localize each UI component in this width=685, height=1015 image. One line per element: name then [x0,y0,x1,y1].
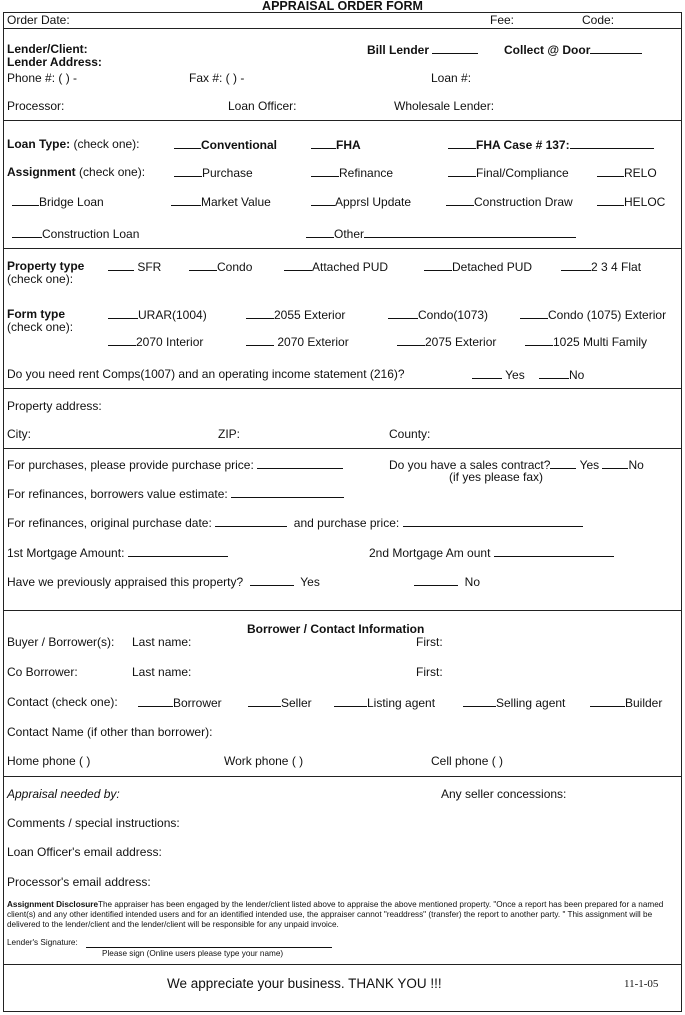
sfr-option[interactable] [108,259,161,274]
fee-label: Fee: [490,13,515,27]
fha-option[interactable] [311,137,361,152]
rent-comps-no-text: No [569,368,585,382]
purchase-price-field [7,457,343,472]
ext2075-text: 2075 Exterior [425,335,497,349]
previous-yes-text: Yes [300,575,320,589]
market-value-blank[interactable] [171,194,201,206]
bridge-loan-text: Bridge Loan [39,195,104,209]
appraisal-needed-label: Appraisal needed by: [7,787,120,801]
assignment-disclosure [7,900,680,930]
fha-blank[interactable] [311,137,336,149]
at-door-text: @ Door [547,43,591,57]
conventional-text: Conventional [201,138,278,152]
purchase-price-label: For purchases, please provide purchase price: [7,458,254,472]
and-price-label: and purchase price: [293,516,400,530]
city-label: City: [7,427,31,441]
second-mortgage-label: 2nd Mortgage Am ount [369,546,491,560]
condo1073-blank[interactable] [388,307,418,319]
fha-case-pre-blank[interactable] [448,137,476,149]
processor-email-label: Processor's email address: [7,875,151,889]
divider [4,776,681,777]
contact-borrower-blank[interactable] [138,695,173,707]
refi-date-field [7,515,583,530]
home-phone-label: Home phone ( ) [7,754,91,768]
ext2055-option[interactable] [246,307,345,322]
fha-case-field [448,137,654,152]
divider [4,248,681,249]
loan-type-check-one: (check one): [73,137,140,151]
fax-note: (if yes please fax) [449,470,544,484]
first-mortgage-field [7,545,228,560]
lender-address-label: Lender Address: [7,55,102,69]
loan-officer-label: Loan Officer: [228,99,297,113]
cell-phone-label: Cell phone ( ) [431,754,504,768]
processor-label: Processor: [7,99,65,113]
property-type-check-one: (check one): [7,272,74,286]
relo-option[interactable] [597,165,657,180]
construction-loan-blank[interactable] [12,226,42,238]
divider [4,448,681,449]
construction-loan-text: Construction Loan [42,227,140,241]
conventional-blank[interactable] [174,137,201,149]
county-label: County: [389,427,431,441]
construction-loan-option[interactable] [12,226,139,241]
loan-number-label: Loan #: [431,71,472,85]
contact-borrower-option[interactable] [138,695,222,710]
second-mortgage-blank[interactable] [494,545,614,557]
market-value-text: Market Value [201,195,271,209]
contact-listing-option[interactable] [334,695,435,710]
purchase-option[interactable] [174,165,253,180]
fha-case-blank[interactable] [570,137,654,149]
appraisal-update-text: Apprsl Update [335,195,412,209]
assignment-label: Assignment [7,165,76,179]
contact-label: Contact (check one): [7,695,118,709]
rent-comps-yes-text: Yes [505,368,525,382]
seller-concessions-label: Any seller concessions: [441,787,567,801]
multi1025-blank[interactable] [525,334,553,346]
final-compliance-option[interactable] [448,165,569,180]
flat-blank[interactable] [561,259,591,271]
heloc-option[interactable] [597,194,665,209]
divider [4,964,681,965]
lender-client-label: Lender/Client: [7,42,88,56]
conventional-option[interactable] [174,137,277,152]
contact-selling-text: Selling agent [496,696,566,710]
lender-signature-label: Lender's Signature: [7,938,78,947]
int2070-option[interactable] [108,334,203,349]
collect-text: Collect [504,43,545,57]
detached-pud-blank[interactable] [424,259,452,271]
sales-contract-yes-text: Yes [579,458,600,472]
ext2075-blank[interactable] [397,334,425,346]
detached-pud-option[interactable] [424,259,532,274]
fax-label: Fax #: ( ) - [189,71,245,85]
disclosure-text: The appraiser has been engaged by the lender/client listed above to appraise the above mentioned property. "Once a report has been prepared for a named client(s) and any other identified intended users and for an identified intended use, the appraiser cannot "readdress" (transfer) the report to another party. " This assignment will be delivered to the lender/client and the lender/client will be responsible for any unpaid invoice. [7,900,664,929]
ext2070-blank[interactable] [246,334,274,346]
wholesale-lender-label: Wholesale Lender: [394,99,495,113]
and-price-blank[interactable] [403,515,583,527]
assignment-check-one: (check one): [79,165,146,179]
rent-comps-yes-blank[interactable] [472,367,502,379]
urar-blank[interactable] [108,307,138,319]
urar-text: URAR(1004) [138,308,207,322]
flat-option[interactable] [561,259,641,274]
relo-text: RELO [624,166,657,180]
purchase-price-blank[interactable] [257,457,343,469]
condo1073-option[interactable] [388,307,488,322]
ext2055-text: 2055 Exterior [274,308,346,322]
appraisal-order-form [3,12,682,1012]
condo1073-text: Condo(1073) [418,308,489,322]
form-type-check-one: (check one): [7,320,74,334]
borrower-heading: Borrower / Contact Information [247,622,425,636]
collect-blank[interactable] [590,42,642,54]
refi-date-blank[interactable] [215,515,287,527]
work-phone-label: Work phone ( ) [224,754,304,768]
ext2075-option[interactable] [397,334,496,349]
phone-label: Phone #: ( ) - [7,71,78,85]
loan-type-row [7,137,140,151]
int2070-text: 2070 Interior [136,335,204,349]
first-mortgage-label: 1st Mortgage Amount: [7,546,125,560]
construction-draw-text: Construction Draw [474,195,573,209]
final-compliance-text: Final/Compliance [476,166,569,180]
detached-pud-text: Detached PUD [452,260,533,274]
bill-lender-text: Bill Lender [367,43,430,57]
previous-appraisal-field [7,574,320,589]
code-label: Code: [582,13,615,27]
co-first-label: First: [416,665,443,679]
attached-pud-blank[interactable] [284,259,312,271]
market-value-option[interactable] [171,194,271,209]
condo1075-option[interactable] [520,307,666,322]
sales-contract-label: Do you have a sales contract? [389,458,551,472]
contact-selling-option[interactable] [463,695,565,710]
order-date-label: Order Date: [7,13,70,27]
bridge-loan-option[interactable] [12,194,104,209]
multi1025-option[interactable] [525,334,647,349]
sfr-blank[interactable] [108,259,134,271]
co-last-name-label: Last name: [132,665,192,679]
zip-label: ZIP: [218,427,241,441]
urar-option[interactable] [108,307,207,322]
flat-text: 2 3 4 Flat [591,260,642,274]
divider [4,388,681,389]
contact-listing-text: Listing agent [367,696,436,710]
previous-yes-blank[interactable] [250,574,294,586]
thank-you-message: We appreciate your business. THANK YOU !!! [167,976,442,991]
other-specify-blank[interactable] [364,226,576,238]
heloc-text: HELOC [624,195,666,209]
condo-option[interactable] [189,259,252,274]
sfr-text: SFR [137,260,162,274]
buyer-first-label: First: [416,635,443,649]
previous-no-blank[interactable] [414,574,458,586]
condo1075-text: Condo (1075) Exterior [548,308,667,322]
buyer-last-name-label: Last name: [132,635,192,649]
contact-listing-blank[interactable] [334,695,367,707]
first-mortgage-blank[interactable] [128,545,228,557]
previous-no-text: No [464,575,481,589]
rent-comps-yes[interactable] [472,367,525,382]
fha-case-text: FHA Case # 137: [476,138,570,152]
attached-pud-text: Attached PUD [312,260,389,274]
refinance-blank[interactable] [311,165,339,177]
sales-contract-yes-blank[interactable] [550,457,576,469]
loan-type-label: Loan Type: [7,137,71,151]
rent-comps-no[interactable] [539,367,584,382]
attached-pud-option[interactable] [284,259,388,274]
contact-builder-blank[interactable] [590,695,625,707]
bridge-loan-blank[interactable] [12,194,39,206]
rent-comps-no-blank[interactable] [539,367,569,379]
condo-blank[interactable] [189,259,217,271]
condo-text: Condo [217,260,253,274]
second-mortgage-field [369,545,614,560]
form-type-label: Form type [7,307,66,321]
ext2070-text: 2070 Exterior [277,335,349,349]
collect-at-door-label [504,42,642,57]
refi-value-label: For refinances, borrowers value estimate: [7,487,228,501]
buyer-label: Buyer / Borrower(s): [7,635,115,649]
final-compliance-blank[interactable] [448,165,476,177]
other-blank[interactable] [306,226,334,238]
multi1025-text: 1025 Multi Family [553,335,648,349]
refinance-text: Refinance [339,166,394,180]
loan-officer-email-label: Loan Officer's email address: [7,845,162,859]
sales-contract-no-text: No [628,458,644,472]
int2070-blank[interactable] [108,334,136,346]
divider [4,28,681,29]
refi-value-blank[interactable] [231,486,344,498]
ext2055-blank[interactable] [246,307,274,319]
ext2070-option[interactable] [246,334,349,349]
purchase-blank[interactable] [174,165,202,177]
construction-draw-blank[interactable] [446,194,474,206]
bill-lender-label [367,42,478,57]
appraisal-update-option[interactable] [311,194,411,209]
contact-borrower-text: Borrower [173,696,222,710]
revision-date: 11-1-05 [624,978,659,990]
refinance-option[interactable] [311,165,393,180]
appraisal-update-blank[interactable] [311,194,335,206]
heloc-blank[interactable] [597,194,624,206]
other-option[interactable] [306,226,576,241]
bill-lender-blank[interactable] [432,42,478,54]
property-type-label: Property type [7,259,85,273]
comments-label: Comments / special instructions: [7,816,180,830]
relo-blank[interactable] [597,165,624,177]
refi-value-field [7,486,344,501]
previous-no-field [414,574,480,589]
previous-appraisal-label: Have we previously appraised this property? [7,575,244,589]
contact-seller-text: Seller [281,696,312,710]
property-address-label: Property address: [7,399,102,413]
form-title: APPRAISAL ORDER FORM [262,0,423,13]
fha-text: FHA [336,138,361,152]
assignment-row [7,165,145,179]
signature-note: Please sign (Online users please type your name) [102,949,284,958]
divider [4,610,681,611]
contact-builder-text: Builder [625,696,663,710]
contact-seller-blank[interactable] [248,695,281,707]
condo1075-blank[interactable] [520,307,548,319]
rent-comps-question: Do you need rent Comps(1007) and an operating income statement (216)? [7,367,405,381]
contact-name-label: Contact Name (if other than borrower): [7,725,213,739]
purchase-text: Purchase [202,166,253,180]
refi-date-label: For refinances, original purchase date: [7,516,212,530]
other-text: Other [334,227,365,241]
sales-contract-no-blank[interactable] [602,457,628,469]
disclosure-title: Assignment Disclosure [7,900,98,909]
construction-draw-option[interactable] [446,194,573,209]
contact-seller-option[interactable] [248,695,312,710]
co-borrower-label: Co Borrower: [7,665,78,679]
divider [4,120,681,121]
contact-builder-option[interactable] [590,695,662,710]
contact-selling-blank[interactable] [463,695,496,707]
